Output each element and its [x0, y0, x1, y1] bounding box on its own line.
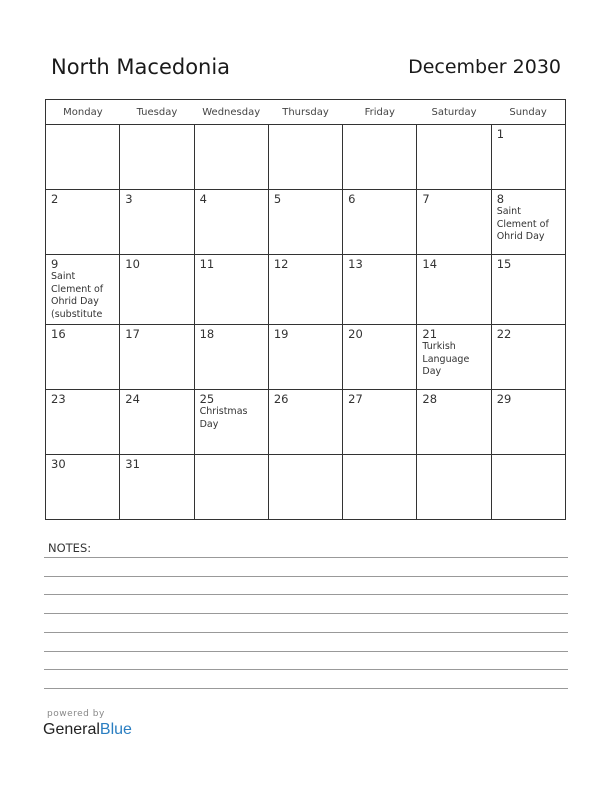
day-number: 22: [496, 327, 512, 341]
day-cell[interactable]: [194, 190, 268, 255]
day-number: 4: [199, 192, 207, 206]
day-cell[interactable]: [491, 125, 565, 190]
day-cell[interactable]: [120, 125, 194, 190]
day-cell[interactable]: [491, 325, 565, 390]
week-row: [46, 125, 566, 190]
holiday-label: Christmas Day: [199, 406, 248, 430]
day-number: 25: [199, 392, 215, 406]
month-year-title: December 2030: [408, 56, 561, 78]
day-number: 30: [51, 457, 66, 471]
day-cell[interactable]: [268, 190, 342, 255]
note-line: [44, 613, 568, 614]
calendar-grid: [45, 99, 566, 520]
day-number: 1: [496, 127, 505, 141]
day-cell[interactable]: [417, 190, 491, 255]
weekday-header-row: [46, 100, 566, 125]
note-line: [44, 688, 568, 689]
day-cell[interactable]: [194, 390, 268, 455]
week-row: [46, 390, 566, 455]
day-number: 19: [273, 327, 289, 341]
day-number: 14: [422, 257, 438, 271]
day-cell[interactable]: [343, 125, 417, 190]
day-number: 7: [422, 192, 430, 206]
note-line: [44, 557, 568, 558]
day-number: 2: [51, 192, 59, 206]
weekday-header: Sunday: [491, 100, 565, 125]
day-cell[interactable]: [343, 255, 417, 325]
day-cell[interactable]: [194, 455, 268, 520]
day-number: 11: [199, 257, 215, 271]
day-cell[interactable]: [491, 190, 565, 255]
notes-label: NOTES:: [48, 541, 92, 555]
week-row: [46, 455, 566, 520]
week-row: [46, 255, 566, 325]
day-cell[interactable]: [46, 190, 120, 255]
day-cell[interactable]: [46, 125, 120, 190]
day-cell[interactable]: [120, 190, 194, 255]
day-cell[interactable]: [343, 190, 417, 255]
holiday-label: Saint Clement of Ohrid Day: [496, 206, 549, 242]
day-cell[interactable]: [46, 390, 120, 455]
day-number: 31: [125, 457, 140, 471]
day-cell[interactable]: [491, 455, 565, 520]
day-number: 26: [273, 392, 289, 406]
brand-general: General: [43, 721, 100, 738]
week-row: [46, 190, 566, 255]
note-line: [44, 594, 568, 595]
day-cell[interactable]: [491, 390, 565, 455]
brand-blue: Blue: [99, 721, 132, 738]
powered-by-text: powered by: [47, 709, 105, 719]
day-cell[interactable]: [343, 455, 417, 520]
day-cell[interactable]: [194, 125, 268, 190]
day-cell[interactable]: [417, 390, 491, 455]
day-number: 29: [496, 392, 512, 406]
day-number: 20: [348, 327, 363, 341]
day-cell[interactable]: [120, 325, 194, 390]
weekday-header: Friday: [343, 100, 417, 125]
week-row: [46, 325, 566, 390]
weekday-header: Wednesday: [194, 100, 268, 125]
day-cell[interactable]: [268, 325, 342, 390]
weekday-header: Saturday: [417, 100, 491, 125]
day-cell[interactable]: [268, 455, 342, 520]
day-number: 16: [51, 327, 66, 341]
day-number: 28: [422, 392, 438, 406]
day-cell[interactable]: [268, 125, 342, 190]
day-cell[interactable]: [268, 255, 342, 325]
day-number: 9: [51, 257, 59, 271]
day-number: 6: [348, 192, 356, 206]
day-cell[interactable]: [46, 255, 120, 325]
weekday-header: Thursday: [268, 100, 342, 125]
day-cell[interactable]: [343, 390, 417, 455]
day-cell[interactable]: [194, 255, 268, 325]
day-cell[interactable]: [46, 325, 120, 390]
day-cell[interactable]: [417, 255, 491, 325]
day-number: 8: [496, 192, 505, 206]
holiday-label: Saint Clement of Ohrid Day (substitute: [51, 271, 104, 320]
day-number: 10: [125, 257, 140, 271]
day-cell[interactable]: [417, 325, 491, 390]
brand-logo[interactable]: [43, 721, 132, 739]
day-cell[interactable]: [120, 455, 194, 520]
day-cell[interactable]: [417, 125, 491, 190]
day-number: 23: [51, 392, 66, 406]
day-cell[interactable]: [417, 455, 491, 520]
day-cell[interactable]: [120, 255, 194, 325]
day-number: 12: [273, 257, 289, 271]
day-number: 27: [348, 392, 363, 406]
day-cell[interactable]: [343, 325, 417, 390]
note-line: [44, 632, 568, 633]
day-number: 18: [199, 327, 215, 341]
day-cell[interactable]: [268, 390, 342, 455]
day-number: 17: [125, 327, 140, 341]
day-number: 5: [273, 192, 282, 206]
note-line: [44, 651, 568, 652]
day-cell[interactable]: [194, 325, 268, 390]
day-cell[interactable]: [491, 255, 565, 325]
holiday-label: Turkish Language Day: [422, 341, 470, 377]
day-cell[interactable]: [120, 390, 194, 455]
day-number: 21: [422, 327, 438, 341]
country-title: North Macedonia: [51, 55, 231, 79]
day-number: 3: [125, 192, 133, 206]
note-line: [44, 669, 568, 670]
day-cell[interactable]: [46, 455, 120, 520]
day-number: 24: [125, 392, 140, 406]
day-number: 13: [348, 257, 363, 271]
weekday-header: Tuesday: [120, 100, 194, 125]
day-number: 15: [496, 257, 512, 271]
weekday-header: Monday: [46, 100, 120, 125]
note-line: [44, 576, 568, 577]
